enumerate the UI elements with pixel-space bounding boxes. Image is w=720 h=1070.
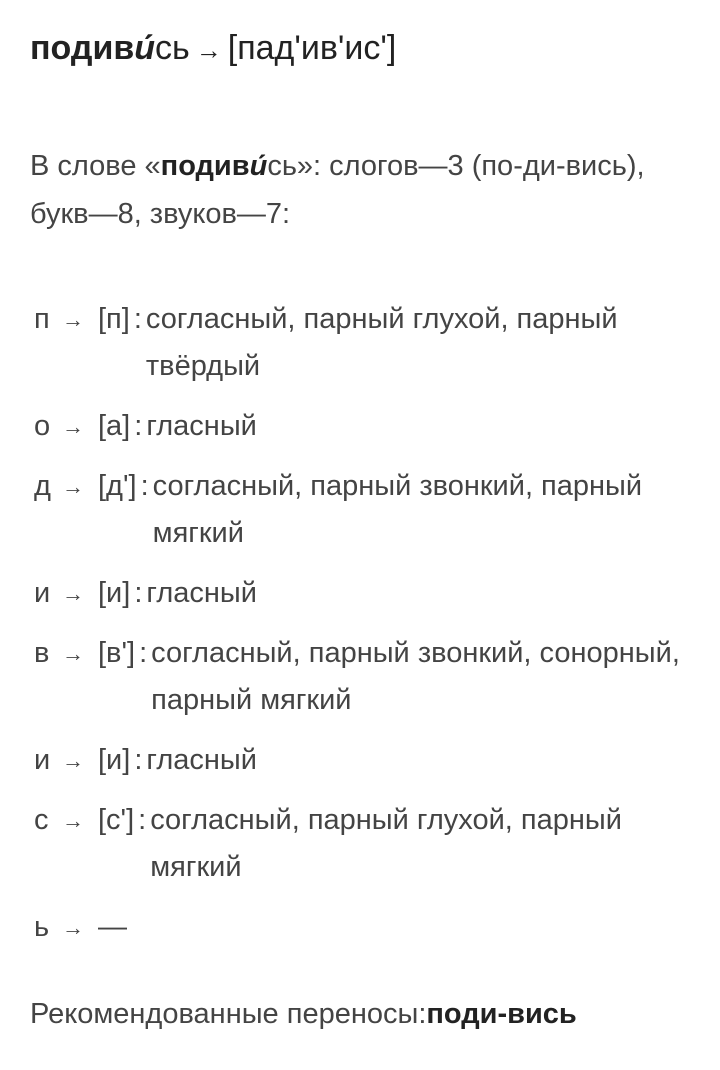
sound-row [34,296,694,390]
sound-letter: о [34,410,51,442]
hyphenation-line [30,990,577,1038]
sound-row [34,570,694,617]
sound-letter: в [34,637,50,669]
sound-phoneme: [д'] [98,470,137,502]
sound-letter: и [34,577,51,609]
summary-accent-letter: и́ [249,150,268,182]
sound-colon: : [139,637,148,669]
sound-row [34,403,694,450]
sound-arrow: → [62,307,84,332]
title-arrow: → [195,35,222,65]
sound-letter: д [34,470,51,502]
sound-phoneme: [и] [98,577,131,609]
sound-description: гласный [146,744,257,776]
title-word-bold: подив [30,29,135,67]
sound-letter: и [34,744,51,776]
sound-description: согласный, парный глухой, парный твёрдый [145,303,618,382]
summary-word-rest: сь [267,150,297,182]
hyphenation-value: поди-вись [426,998,577,1030]
sound-colon: : [134,410,143,442]
sound-description: гласный [146,577,257,609]
sound-letter: ь [34,911,50,943]
word-title [30,24,396,74]
sound-row [34,630,694,724]
sound-phoneme: [п] [98,303,130,335]
sound-row [34,904,694,951]
sound-description: гласный [146,410,257,442]
sound-letter: с [34,804,49,836]
sound-description: согласный, парный звонкий, сонорный, парный мягкий [151,637,680,716]
title-word-rest: сь [155,29,190,67]
sound-colon: : [134,744,143,776]
sounds-list [34,296,694,964]
sound-phoneme: [и] [98,744,131,776]
title-transcription: [пад'ив'ис'] [227,29,397,67]
sound-phoneme: [в'] [98,637,136,669]
sound-arrow: → [62,748,84,773]
sound-arrow: → [62,474,84,499]
sound-colon: : [138,804,147,836]
hyphenation-label: Рекомендованные переносы: [30,998,427,1030]
sound-letter: п [34,303,50,335]
sound-arrow: → [62,414,84,439]
sound-phoneme: [а] [98,410,131,442]
sound-arrow: → [62,915,84,940]
sound-colon: : [140,470,149,502]
summary-word-bold: подив [160,150,250,182]
sound-row [34,463,694,557]
summary-suffix: »: слогов—3 (по-ди-вись), букв—8, звуков—7: [30,150,645,230]
word-summary [30,142,690,238]
sound-colon: : [134,577,143,609]
sound-arrow: → [62,808,84,833]
sound-arrow: → [62,581,84,606]
sound-phoneme: [с'] [98,804,135,836]
sound-row [34,797,694,891]
sound-description: согласный, парный глухой, парный мягкий [150,804,622,883]
summary-prefix: В слове « [30,150,161,182]
sound-colon: : [133,303,142,335]
sound-arrow: → [62,641,84,666]
title-accent-letter: и́ [134,29,156,67]
sound-phoneme: — [98,911,127,943]
sound-row [34,737,694,784]
sound-description: согласный, парный звонкий, парный мягкий [152,470,643,549]
